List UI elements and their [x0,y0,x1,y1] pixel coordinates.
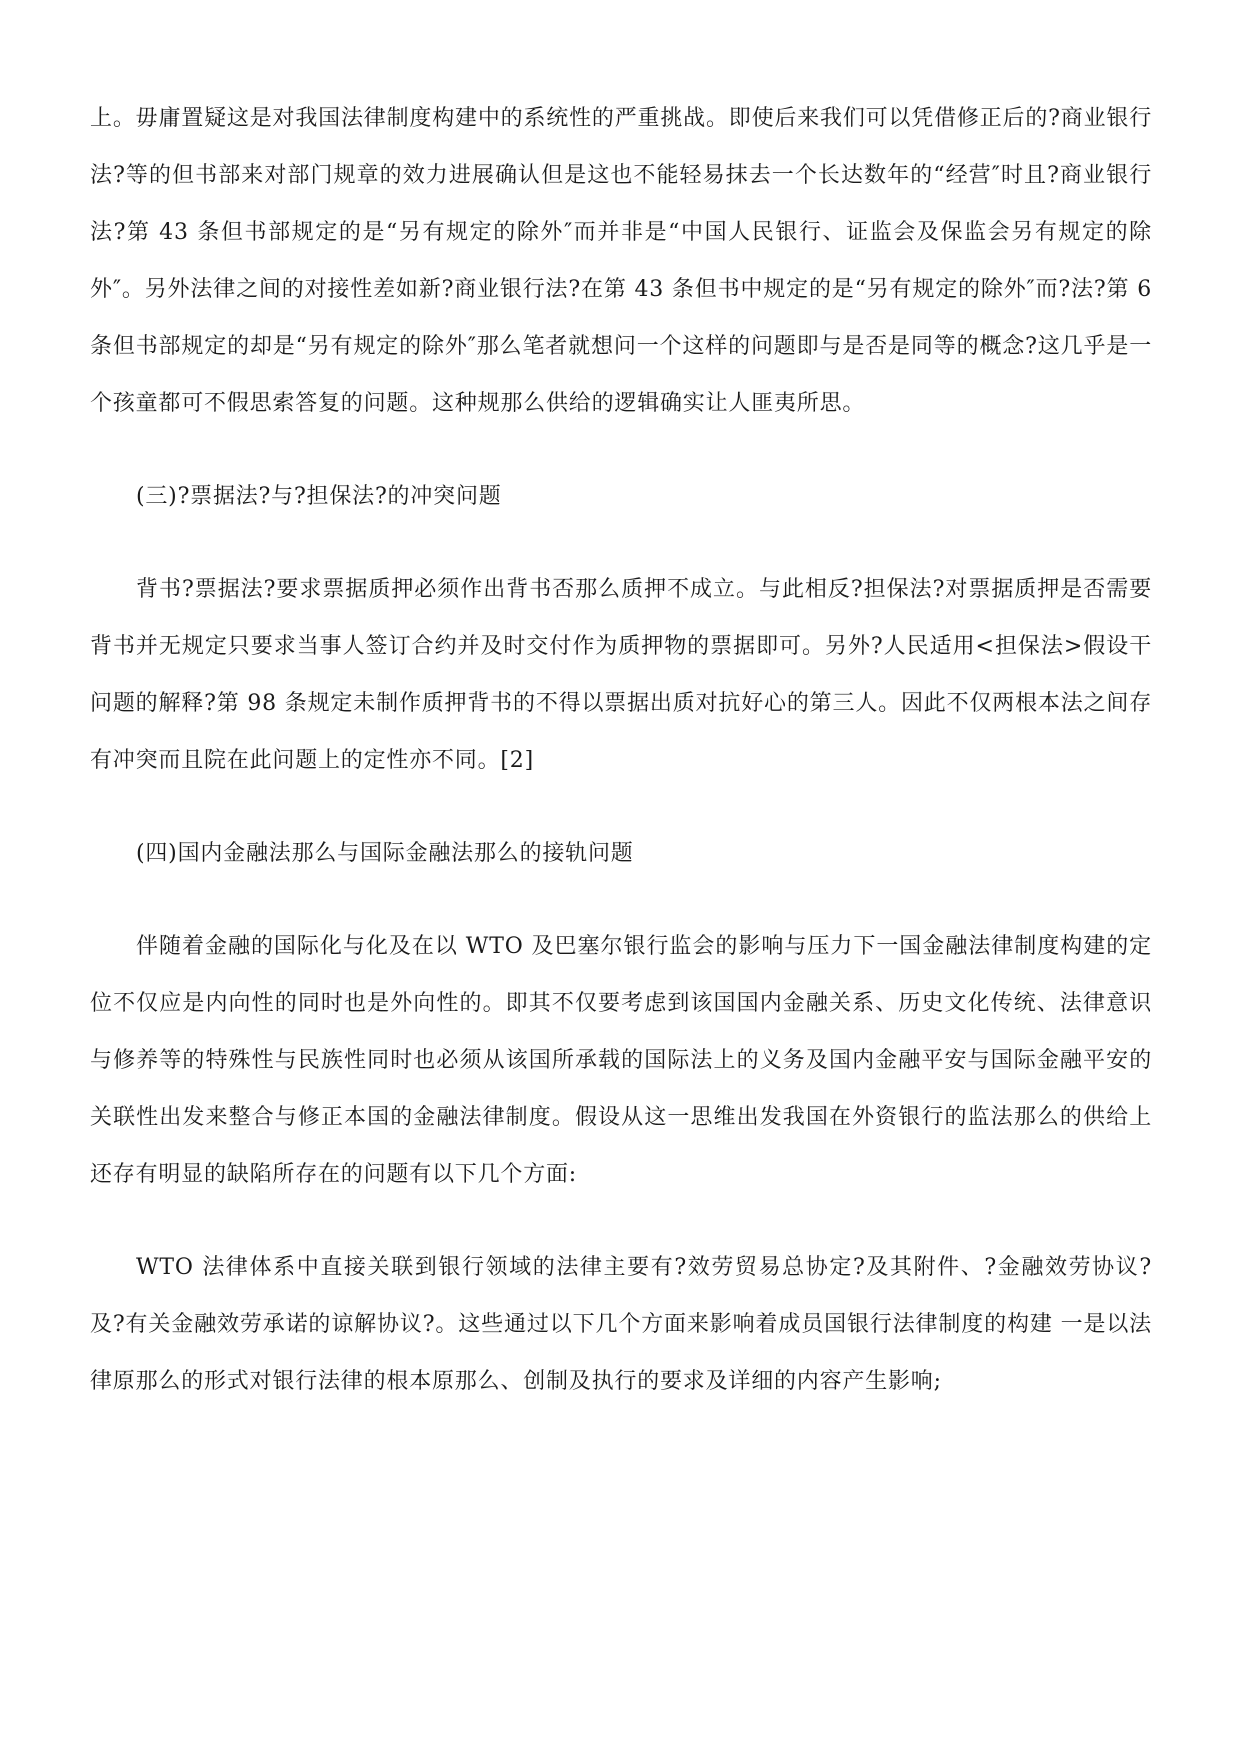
body-paragraph: 背书?票据法?要求票据质押必须作出背书否那么质押不成立。与此相反?担保法?对票据质押是否需要背书并无规定只要求当事人签订合约并及时交付作为质押物的票据即可。另外?人民适用<担保法>假设干问题的解释?第 98 条规定未制作质押背书的不得以票据出质对抗好心的第三人。因此不仅两根本法之间存有冲突而且院在此问题上的定性亦不同。[2] [90,577,1152,773]
body-paragraph: WTO 法律体系中直接关联到银行领域的法律主要有?效劳贸易总协定?及其附件、?金融效劳协议?及?有关金融效劳承诺的谅解协议?。这些通过以下几个方面来影响着成员国银行法律制度的构建 一是以法律原那么的形式对银行法律的根本原那么、创制及执行的要求及详细的内容产生影响; [90,1255,1152,1394]
paragraph-gap [90,525,1152,561]
paragraph-gap [90,789,1152,825]
paragraph-gap [90,882,1152,918]
section-heading: (三)?票据法?与?担保法?的冲突问题 [136,484,502,509]
body-paragraph: 伴随着金融的国际化与化及在以 WTO 及巴塞尔银行监会的影响与压力下一国金融法律制度构建的定位不仅应是内向性的同时也是外向性的。即其不仅要考虑到该国国内金融关系、历史文化传统、法律意识与修养等的特殊性与民族性同时也必须从该国所承载的国际法上的义务及国内金融平安与国际金融平安的关联性出发来整合与修正本国的金融法律制度。假设从这一思维出发我国在外资银行的监法那么的供给上还存有明显的缺陷所存在的问题有以下几个方面: [90,934,1152,1187]
section-heading: (四)国内金融法那么与国际金融法那么的接轨问题 [136,841,634,866]
body-paragraph: 上。毋庸置疑这是对我国法律制度构建中的系统性的严重挑战。即使后来我们可以凭借修正后的?商业银行法?等的但书部来对部门规章的效力进展确认但是这也不能轻易抹去一个长达数年的“经营″时且?商业银行法?第 43 条但书部规定的是“另有规定的除外″而并非是“中国人民银行、证监会及保监会另有规定的除外″。另外法律之间的对接性差如新?商业银行法?在第 43 条但书中规定的是“另有规定的除外″而?法?第 6 条但书部规定的却是“另有规定的除外″那么笔者就想问一个这样的问题即与是否是同等的概念?这几乎是一个孩童都可不假思索答复的问题。这种规那么供给的逻辑确实让人匪夷所思。 [90,106,1152,416]
paragraph-gap [90,1203,1152,1239]
paragraph-gap [90,432,1152,468]
document-page [90,90,1152,1410]
